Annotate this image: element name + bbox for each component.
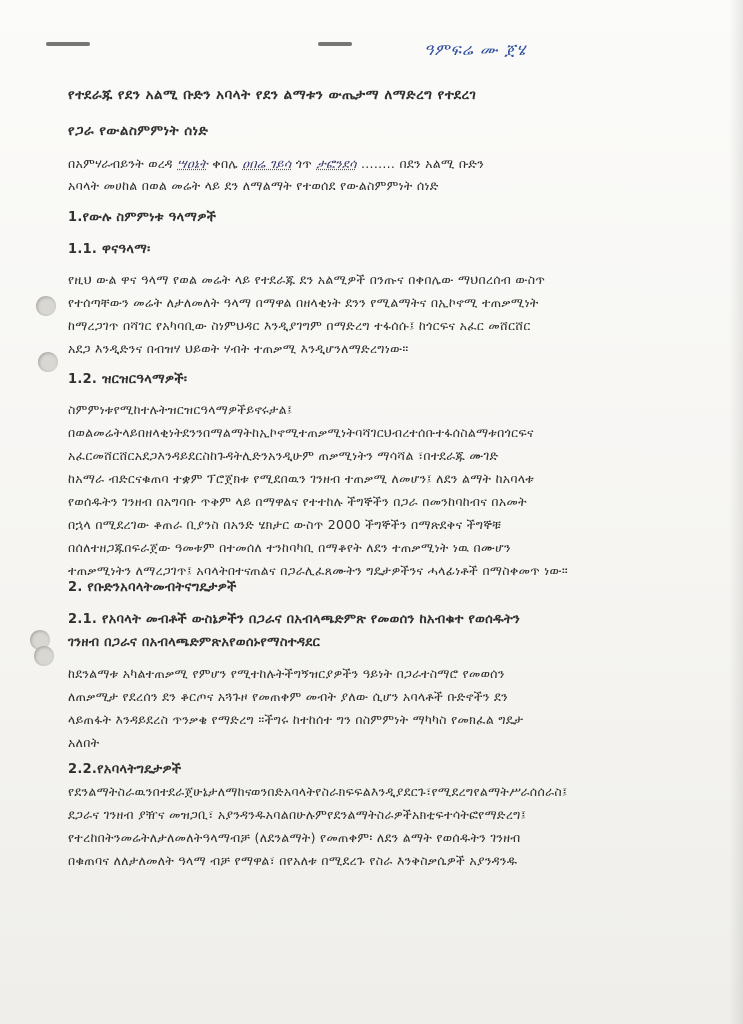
document-subtitle: የጋራ የውልስምምነት ሰነድ xyxy=(68,123,209,139)
punch-hole-icon xyxy=(36,296,56,316)
handwritten-note: ዓምፍሬ ሙ ጀሄ xyxy=(424,40,527,59)
section-2-1-heading: 2.1. የአባላት መብቶች ውስኔዎችን በጋራና በአብላጫድምጽ የመወሰን ከአብቁተ የወሰዱትን ገንዘብ በጋራና በአብላጫድምጽአየወሰኑየማስተዳደር xyxy=(68,612,521,650)
intro-mid-2: ጎጥ xyxy=(295,156,313,171)
section-1-1-body: የዚህ ውል ዋና ዓላማ የወል መሬት ላይ የተደራጁ ደን አልሚዎች በንጡና በቀበሌው ማህበረሰብ ውስጥ የተሰጣቸውን መሬት ለታለመለት ዓላማ በማዋል በዘላቂነት ደንን የሚልማትና በኢኮኖሚ ተጠቃሚነት ከማረጋገጥ በሻገር የአካባቢው ስነምህዳር እንዲያገግም በማድረግ ተፋሰሱ፤ ከጎርፍና አፈር መሸርሸር አደጋ እንዲድንና በብዝሃ ህይወት ሃብት ተጠቃሚ እንዲሆንለማድረግነው። xyxy=(68,272,546,356)
page-edge-shadow xyxy=(729,0,743,1024)
intro-line-2: አባላት መሀከል በወል መሬት ላይ ደን ለማልማት የተወሰደ የውልስምምነት ሰነድ xyxy=(68,178,439,193)
intro-field-got: ዐበሬ ገይሳ xyxy=(242,156,292,171)
section-1-2-body: ስምምነቱየሚከተሉትዝርዝርዓላማዎችይኖሩታል፤ በወልመሬትላይበዘላቂነትደንንበማልማትከኢኮኖሚተጠቃሚነትባሻገርህብረተሰቡተፋሰስልማቱበጎርፍና አፈርመሸርሸርአደጋእንዳይደርስከጉዳትሊድንአንዲሁም ጠቃሚነትን ማሳሻል ፣በተደራጁ ሙገድ ከአማራ ብድርናቁጠባ ተቋም ፕሮጀክቱ የሚደበዉን ገንዘብ ተጠቃሚ ለመሆን፤ ለደን ልማት ከአባላቱ የወሰዱትን ገንዘብ በአግባቡ ጥቅም ላይ በማዋልና የተተከሉ ችግኞችን በጋራ በመንከባከብና በአመት በኋላ በሚደረገው ቆጠራ ቢያንስ በአንድ ሄክታር ውስጥ 2000 ችግኞችን በማጽደቅና ችግኞቹ በሰለተዘጋጁበፍራጀው ዓመቱም በተመሰለ ተንከባካቢ በማቆየት ለደን ተጠቃሚነት ነዉ በሙሆን ተጠቃሚነትን ለማረጋገጥ፤ አባላትበተናጠልና በጋራሊፈጸሙትን ግዴታዎችንና ሓላፊነቶች በማስቀመጥ ነው። xyxy=(68,402,568,578)
intro-field-kebele: ሣዐኔት xyxy=(177,156,208,171)
document-title: የተደራጁ የደን አልሚ ቡድን አባላት የደን ልማቱን ውጤታማ ለማድረግ የተደረገ xyxy=(68,87,477,103)
punch-hole-icon xyxy=(34,646,54,666)
section-1-heading: 1.የውሉ ስምምነቱ ዓላማዎች xyxy=(68,210,217,225)
section-2-2-body: የደንልማትስራዉንበተደራጀሁኔታለማከናወንበድአባላትየስራክፍፍልእንዲያደርጉ፣የሚደረግየልማትሥራሰሰራስ፤ ደጋራና ገንዘብ ያዥና መዝጋቢ፣ አያንዳንዱአባልበሁሉምየደንልማትስራዎችአክቲፍተሳትፎየማድረግ፤ የተረከበትንመሬትለታለመለትዓላማብቻ (ለደንልማት) የመጠቀም፡ ለደን ልማት የወሰዱትን ገንዘብ በቁጠባና ለለታለመለት ዓላማ ብቻ የማዋል፣ በየአለቱ በሚደረጉ የስራ እንቅስቃሴዎች አያንዳንዱ xyxy=(68,784,568,868)
section-2-2-heading: 2.2.የአባላትግዴታዎች xyxy=(68,762,182,777)
intro-prefix: በአምሃራብይንት ወረዳ xyxy=(68,156,173,171)
section-2-1-body: ከደንልማቱ አካልተጠቃሚ የምሆን የሚተከሉትችግኝዝርያዎችን ዓይነት በጋራተስማሮ የመወሰን ለጠቃሚታ የደረሰን ደን ቆርጦና አጓጉዞ የመጠቀም መብት ያለው ሲሆን አባላቶች ቡድኖችን ደን ላይጠፋት እንዳይደረስ ጥንቃቄ የማድረግ ።ችግሩ ከተከሰተ ግን በስምምነት ማካካስ የመክፈል ግዴታ አለበት xyxy=(68,666,524,750)
punch-hole-icon xyxy=(38,352,58,372)
staple-mark-left xyxy=(46,42,90,46)
section-2-heading: 2. የቡድንአባላትመብትናግዴታዎች xyxy=(68,580,237,595)
staple-mark-right xyxy=(318,42,352,46)
intro-line-1 xyxy=(68,152,648,175)
intro-suffix: ........ በደን አልሚ ቡድን xyxy=(361,156,485,171)
intro-field-name: ታፎንደሳ xyxy=(316,156,357,171)
intro-mid-1: ቀበሌ xyxy=(212,156,238,171)
section-1-2-heading: 1.2. ዝርዝርዓላማዎች፡ xyxy=(68,372,188,387)
section-1-1-heading: 1.1. ዋናዓላማ፡ xyxy=(68,242,151,257)
